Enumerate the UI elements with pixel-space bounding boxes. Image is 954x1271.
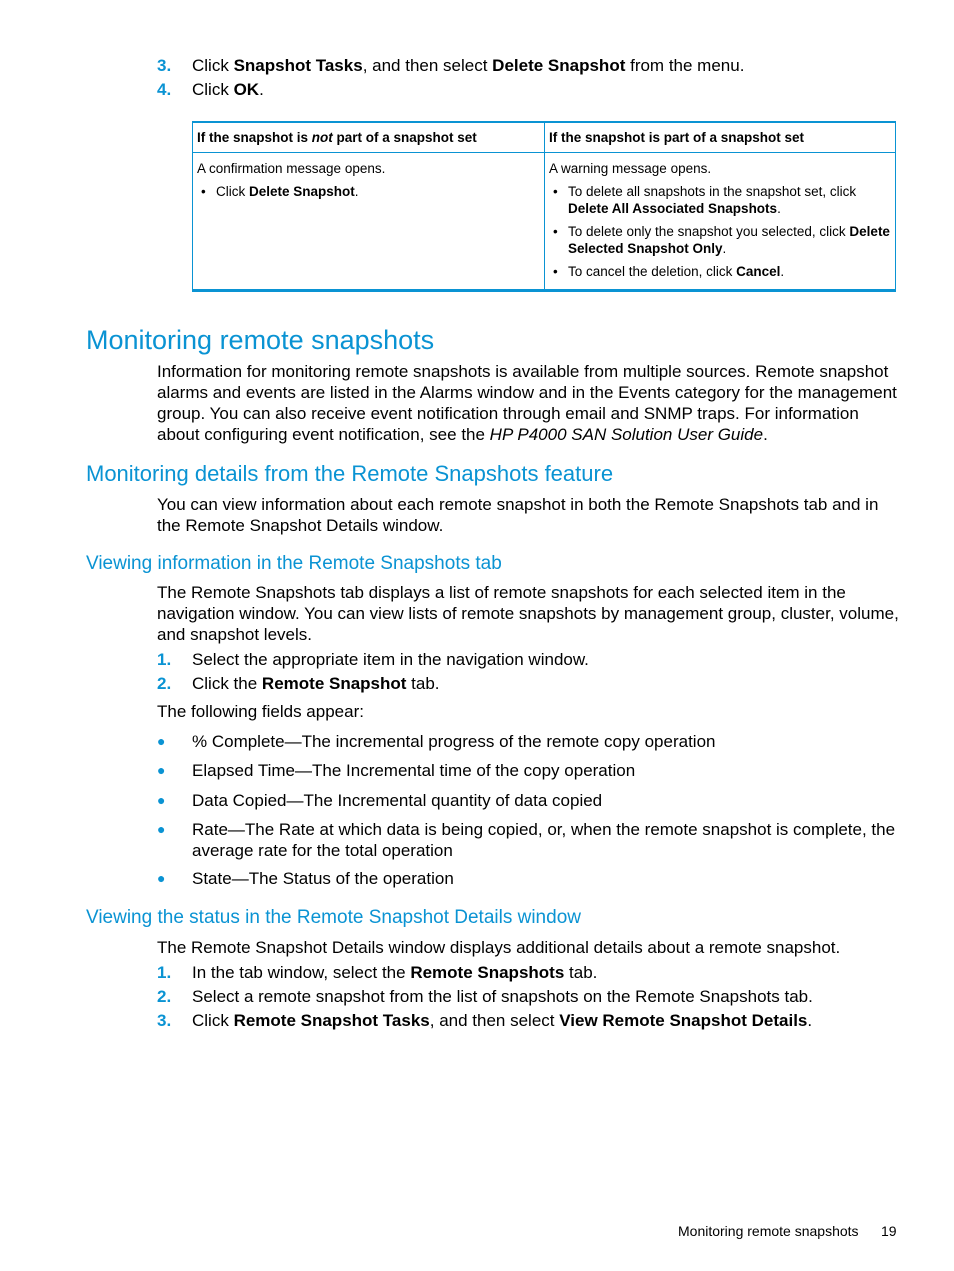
left-options (197, 183, 537, 200)
table-column-divider (544, 123, 545, 289)
step-number: 3. (157, 56, 172, 75)
bullet-icon: ● (157, 792, 166, 808)
step-text: Select a remote snapshot from the list of snapshots on the Remote Snapshots tab. (192, 987, 813, 1006)
step-3 (157, 55, 897, 77)
right-intro: A warning message opens. (549, 161, 712, 176)
step-number: 4. (157, 80, 172, 99)
right-option: • To cancel the deletion, click Cancel. (553, 264, 785, 279)
field-bullet: ● State—The Status of the operation (157, 869, 454, 888)
field-bullet: ● Data Copied—The Incremental quantity of data copied (157, 791, 603, 810)
field-bullet: ● % Complete—The incremental progress of the remote copy operation (157, 732, 716, 751)
section-title-monitoring-remote-snapshots: Monitoring remote snapshots (86, 325, 435, 355)
section-title-monitoring-details: Monitoring details from the Remote Snapshots feature (86, 461, 614, 486)
section3-paragraph: The Remote Snapshots tab displays a list of remote snapshots for each selected item in the navigation window. You can view lists of remote snapshots by management group, cluster, volume, and snapshot levels. (157, 583, 899, 644)
page-number: 19 (881, 1223, 897, 1239)
step-text: Click Remote Snapshot Tasks, and then select View Remote Snapshot Details. (192, 1011, 813, 1030)
section4-step-3 (157, 1010, 897, 1032)
section3-step-2 (157, 673, 897, 695)
left-intro: A confirmation message opens. (197, 161, 386, 176)
table-header-divider (193, 152, 895, 153)
section-title-viewing-status: Viewing the status in the Remote Snapshot Details window (86, 907, 581, 928)
step-text: Click the Remote Snapshot tab. (192, 674, 440, 693)
step-text: Click Snapshot Tasks, and then select Delete Snapshot from the menu. (192, 56, 745, 75)
step-number: 1. (157, 963, 172, 982)
step-number: 2. (157, 674, 172, 693)
section4-step-2 (157, 986, 897, 1008)
bullet-icon: ● (157, 821, 166, 837)
step-number: 3. (157, 1011, 172, 1030)
left-option: • Click Delete Snapshot. (201, 184, 359, 199)
bullet-icon: ● (157, 733, 166, 749)
table-header-left: If the snapshot is not part of a snapshot set (197, 130, 477, 145)
step-number: 1. (157, 650, 172, 669)
field-bullet: ● Elapsed Time—The Incremental time of the copy operation (157, 761, 636, 780)
step-text: Click OK. (192, 80, 264, 99)
right-options (549, 183, 891, 280)
right-option: • To delete all snapshots in the snapshot set, click Delete All Associated Snapshots. (553, 184, 857, 216)
step-4 (157, 79, 897, 101)
bullet-icon: ● (157, 762, 166, 778)
bullet-icon: ● (157, 870, 166, 886)
fields-intro: The following fields appear: (157, 702, 364, 721)
table-cell-right (549, 160, 891, 280)
snapshot-delete-table (192, 121, 896, 292)
section2-paragraph: You can view information about each remote snapshot in both the Remote Snapshots tab and in the Remote Snapshot Details window. (157, 495, 879, 535)
step-number: 2. (157, 987, 172, 1006)
section1-paragraph: Information for monitoring remote snapshots is available from multiple sources. Remote snapshot alarms and events are listed in the Alarms window and in the Events category for the management group. You can also receive event notification through email and SNMP traps. For information about configuring event notification, see the HP P4000 SAN Solution User Guide. (157, 362, 897, 444)
section-title-viewing-information: Viewing information in the Remote Snapshots tab (86, 553, 502, 574)
footer-section-name: Monitoring remote snapshots (678, 1223, 859, 1239)
section4-step-1 (157, 962, 897, 984)
section4-paragraph: The Remote Snapshot Details window displays additional details about a remote snapshot. (157, 938, 841, 957)
step-text: Select the appropriate item in the navigation window. (192, 650, 589, 669)
table-cell-left (197, 160, 537, 200)
table-header-right: If the snapshot is part of a snapshot set (549, 130, 805, 145)
step-text: In the tab window, select the Remote Snapshots tab. (192, 963, 598, 982)
section3-step-1 (157, 649, 897, 671)
field-bullet: ● Rate—The Rate at which data is being copied, or, when the remote snapshot is complete, the average rate for the total operation (157, 820, 896, 860)
right-option: • To delete only the snapshot you selected, click Delete Selected Snapshot Only. (553, 224, 890, 256)
